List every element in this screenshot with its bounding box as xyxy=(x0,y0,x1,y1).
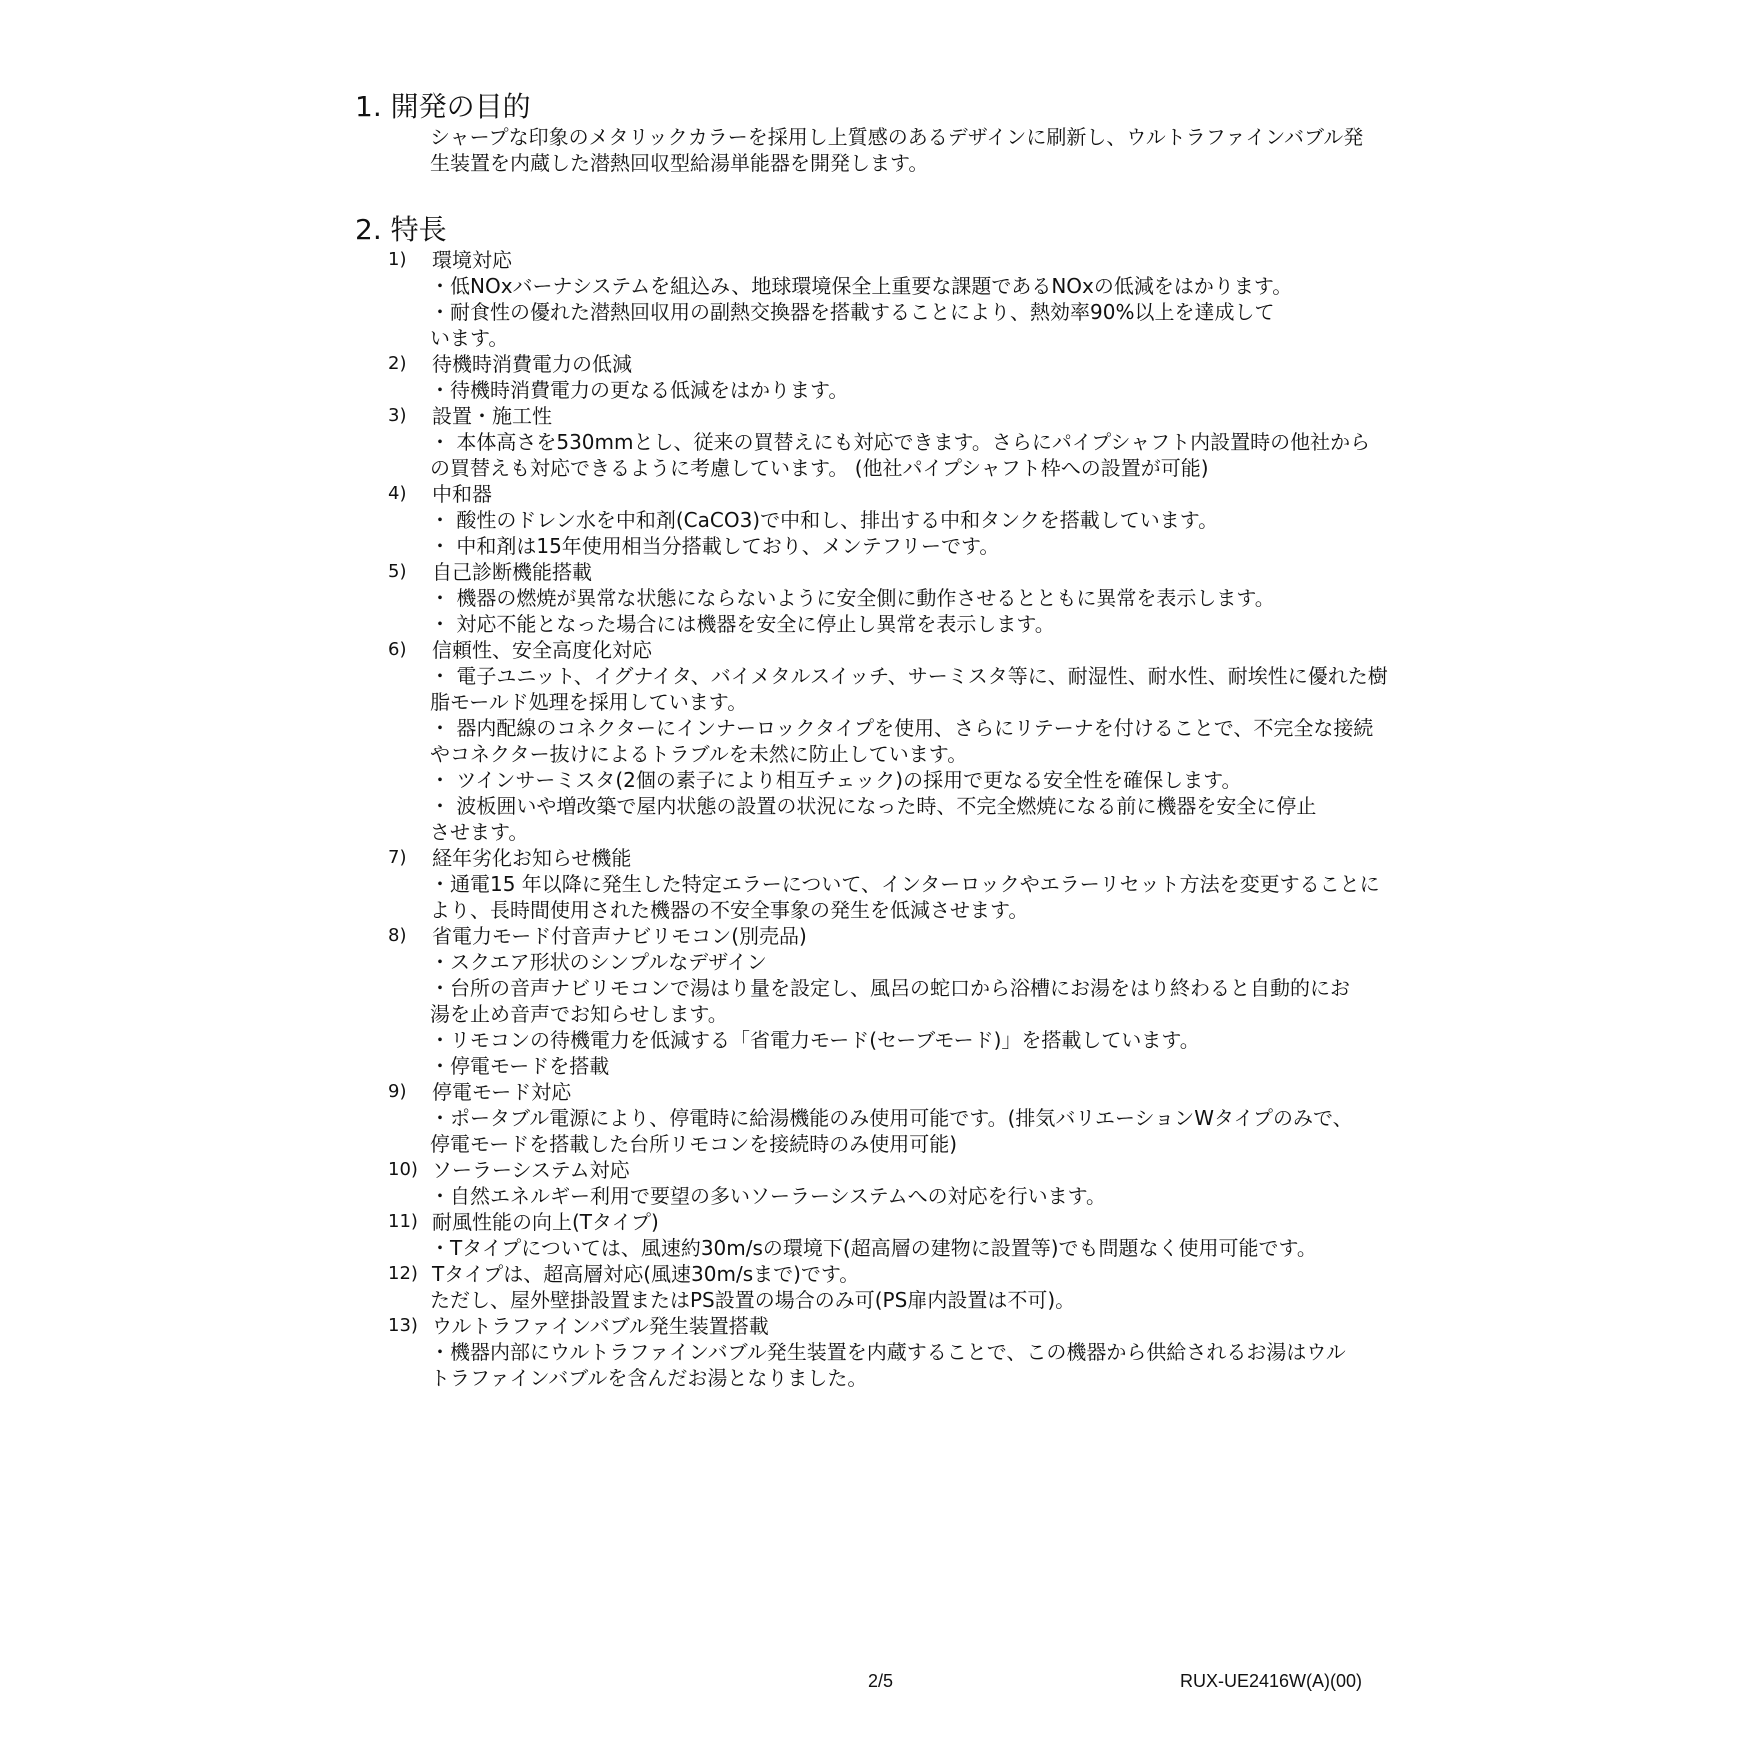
feature-title: 中和器 xyxy=(432,482,492,506)
feature-number: 7) xyxy=(388,847,407,868)
feature-line: ・ 本体高さを530mmとし、従来の買替えにも対応できます。さらにパイプシャフト内設置時の他社から xyxy=(430,430,1371,454)
feature-line: ・停電モードを搭載 xyxy=(430,1054,610,1078)
feature-line: ・低NOxバーナシステムを組込み、地球環境保全上重要な課題であるNOxの低減をはかります。 xyxy=(430,274,1293,298)
feature-line: トラファインバブルを含んだお湯となりました。 xyxy=(430,1366,868,1390)
feature-line: ・ 対応不能となった場合には機器を安全に停止し異常を表示します。 xyxy=(430,612,1055,636)
feature-line: ・ ツインサーミスタ(2個の素子により相互チェック)の採用で更なる安全性を確保します。 xyxy=(430,768,1242,792)
feature-number: 1) xyxy=(388,249,407,270)
feature-line: ・スクエア形状のシンプルなデザイン xyxy=(430,950,767,974)
feature-number: 9) xyxy=(388,1081,407,1102)
feature-number: 12) xyxy=(388,1263,418,1284)
feature-number: 6) xyxy=(388,639,407,660)
feature-line: させます。 xyxy=(430,820,529,844)
feature-line: ・待機時消費電力の更なる低減をはかります。 xyxy=(430,378,849,402)
feature-title: ソーラーシステム対応 xyxy=(432,1158,630,1182)
feature-line: 脂モールド処理を採用しています。 xyxy=(430,690,748,714)
feature-line: ・機器内部にウルトラファインバブル発生装置を内蔵することで、この機器から供給されるお湯はウル xyxy=(430,1340,1346,1364)
feature-line: ただし、屋外壁掛設置またはPS設置の場合のみ可(PS扉内設置は不可)。 xyxy=(430,1288,1076,1312)
feature-line: 停電モードを搭載した台所リモコンを接続時のみ使用可能) xyxy=(430,1132,958,1156)
section-heading-features: 2. 特長 xyxy=(355,213,447,246)
feature-number: 10) xyxy=(388,1159,418,1180)
feature-line: 湯を止め音声でお知らせします。 xyxy=(430,1002,728,1026)
feature-number: 3) xyxy=(388,405,407,426)
page-number: 2/5 xyxy=(868,1671,894,1691)
feature-title: 省電力モード付音声ナビリモコン(別売品) xyxy=(432,924,807,948)
feature-line: ・耐食性の優れた潜熱回収用の副熱交換器を搭載することにより、熱効率90%以上を達成して xyxy=(430,300,1275,324)
feature-title: 待機時消費電力の低減 xyxy=(432,352,632,376)
feature-title: 環境対応 xyxy=(432,248,512,272)
feature-line: ・ポータブル電源により、停電時に給湯機能のみ使用可能です。(排気バリエーションWタイプのみで、 xyxy=(430,1106,1353,1130)
feature-number: 4) xyxy=(388,483,407,504)
feature-title: 経年劣化お知らせ機能 xyxy=(432,846,632,870)
purpose-line-1: シャープな印象のメタリックカラーを採用し上質感のあるデザインに刷新し、ウルトラファインバブル発 xyxy=(430,125,1364,149)
feature-line: ・Tタイプについては、風速約30m/sの環境下(超高層の建物に設置等)でも問題なく使用可能です。 xyxy=(430,1236,1317,1260)
feature-number: 13) xyxy=(388,1315,418,1336)
feature-title: ウルトラファインバブル発生装置搭載 xyxy=(432,1314,769,1338)
section-heading-purpose: 1. 開発の目的 xyxy=(355,90,531,123)
feature-line: ・ 電子ユニット、イグナイタ、バイメタルスイッチ、サーミスタ等に、耐湿性、耐水性、耐埃性に優れた樹 xyxy=(430,664,1388,688)
feature-line: います。 xyxy=(430,326,509,350)
feature-title: 停電モード対応 xyxy=(432,1080,572,1104)
feature-line: ・台所の音声ナビリモコンで湯はり量を設定し、風呂の蛇口から浴槽にお湯をはり終わると自動的にお xyxy=(430,976,1350,1000)
feature-number: 2) xyxy=(388,353,407,374)
feature-title: 自己診断機能搭載 xyxy=(432,560,592,584)
document-id: RUX-UE2416W(A)(00) xyxy=(1180,1671,1363,1691)
feature-line: ・ 機器の燃焼が異常な状態にならないように安全側に動作させるとともに異常を表示します。 xyxy=(430,586,1275,610)
feature-line: ・ 酸性のドレン水を中和剤(CaCO3)で中和し、排出する中和タンクを搭載しています。 xyxy=(430,508,1219,532)
feature-line: ・ 波板囲いや増改築で屋内状態の設置の状況になった時、不完全燃焼になる前に機器を安全に停止 xyxy=(430,794,1317,818)
feature-line: やコネクター抜けによるトラブルを未然に防止しています。 xyxy=(430,742,968,766)
feature-line: の買替えも対応できるように考慮しています。 (他社パイプシャフト枠への設置が可能) xyxy=(430,456,1209,480)
feature-line: ・自然エネルギー利用で要望の多いソーラーシステムへの対応を行います。 xyxy=(430,1184,1106,1208)
feature-number: 8) xyxy=(388,925,407,946)
feature-title: 設置・施工性 xyxy=(432,404,552,428)
feature-line: ・ 中和剤は15年使用相当分搭載しており、メンテフリーです。 xyxy=(430,534,1000,558)
feature-title: 信頼性、安全高度化対応 xyxy=(432,638,652,662)
feature-number: 5) xyxy=(388,561,407,582)
purpose-line-2: 生装置を内蔵した潜熱回収型給湯単能器を開発します。 xyxy=(430,151,929,175)
feature-line: ・ 器内配線のコネクターにインナーロックタイプを使用、さらにリテーナを付けることで、不完全な接続 xyxy=(430,716,1374,740)
feature-number: 11) xyxy=(388,1211,418,1232)
feature-line: より、長時間使用された機器の不安全事象の発生を低減させます。 xyxy=(430,898,1029,922)
feature-title: 耐風性能の向上(Tタイプ) xyxy=(432,1210,659,1234)
feature-line: ・通電15 年以降に発生した特定エラーについて、インターロックやエラーリセット方法を変更することに xyxy=(430,872,1380,896)
feature-title: Tタイプは、超高層対応(風速30m/sまで)です。 xyxy=(432,1262,860,1286)
feature-line: ・リモコンの待機電力を低減する「省電力モード(セーブモード)」を搭載しています。 xyxy=(430,1028,1200,1052)
